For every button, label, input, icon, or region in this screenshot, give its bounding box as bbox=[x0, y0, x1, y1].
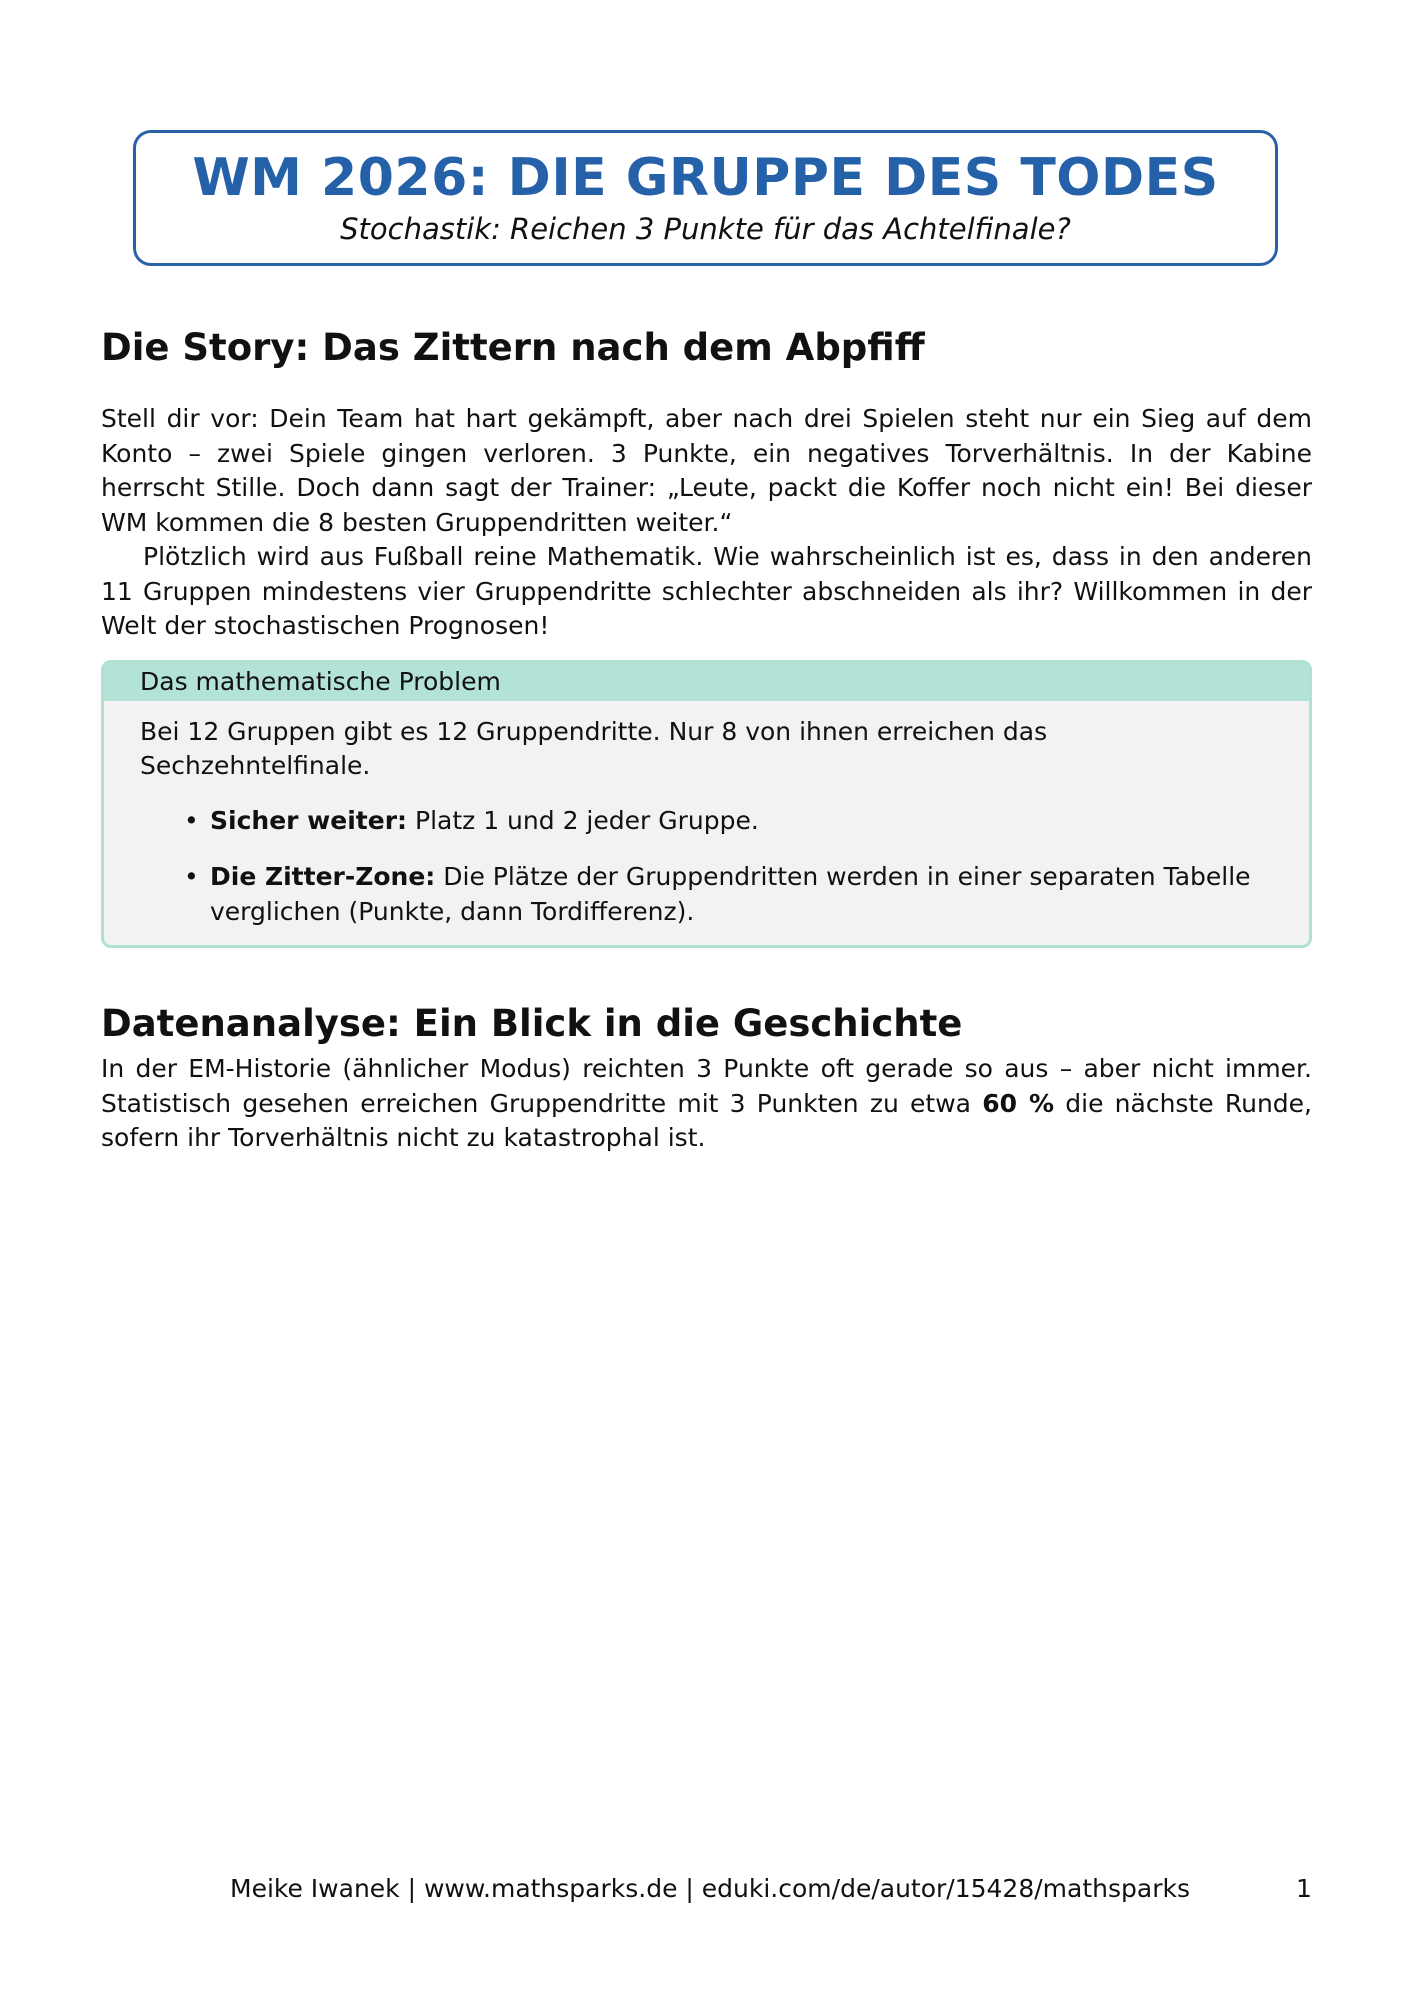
story-paragraph-2: Plötzlich wird aus Fußball reine Mathematik. Wie wahrscheinlich ist es, dass in den anderen 11 Gruppen mindestens vier Gruppendritte schlechter abschneiden als ihr? Willkommen in der Welt der stochastischen Prognosen! bbox=[101, 542, 1312, 640]
bullet-icon: • bbox=[184, 805, 199, 835]
page-subtitle: Stochastik: Reichen 3 Punkte für das Achtelfinale? bbox=[340, 212, 1071, 246]
analysis-highlight: 60 % bbox=[982, 1088, 1055, 1118]
problem-bullet-list bbox=[140, 804, 1273, 930]
bullet-text: Die Plätze der Gruppendritten werden in einer separaten Tabelle verglichen (Punkte, dann Tordifferenz). bbox=[210, 862, 1251, 926]
problem-intro: Bei 12 Gruppen gibt es 12 Gruppendritte. Nur 8 von ihnen erreichen das Sechzehntelfinale. bbox=[140, 716, 1048, 780]
problem-box bbox=[101, 660, 1312, 949]
analysis-text-before: In der EM-Historie (ähnlicher Modus) reichten 3 Punkte oft gerade so aus – aber nicht immer. Statistisch gesehen erreichen Gruppendritte mit 3 Punkten zu etwa bbox=[101, 1054, 1312, 1118]
list-item bbox=[184, 860, 1273, 929]
main-content bbox=[101, 320, 1312, 1156]
story-heading: Die Story: Das Zittern nach dem Abpfiff bbox=[101, 326, 925, 369]
title-box bbox=[133, 130, 1278, 266]
bullet-label: Die Zitter-Zone: bbox=[210, 862, 436, 891]
problem-box-header: Das mathematische Problem bbox=[104, 663, 1309, 701]
page-title: WM 2026: DIE GRUPPE DES TODES bbox=[192, 148, 1219, 208]
page-number: 1 bbox=[1296, 1874, 1312, 1903]
analysis-heading: Datenanalyse: Ein Blick in die Geschichte bbox=[101, 1002, 963, 1045]
bullet-text: Platz 1 und 2 jeder Gruppe. bbox=[407, 805, 759, 835]
story-text bbox=[101, 402, 1312, 644]
analysis-text-after: die nächste Runde, sofern ihr Torverhältnis nicht zu katastrophal ist. bbox=[101, 1088, 1312, 1152]
bullet-icon: • bbox=[184, 862, 199, 891]
problem-box-body bbox=[104, 701, 1309, 946]
story-paragraph-1: Stell dir vor: Dein Team hat hart gekämpft, aber nach drei Spielen steht nur ein Sieg auf dem Konto – zwei Spiele gingen verloren. 3 Punkte, ein negatives Torverhältnis. In der Kabine herrscht Stille. Doch dann sagt der Trainer: „Leute, packt die Koffer noch nicht ein! Bei dieser WM kommen die 8 besten Gruppendritten weiter.“ bbox=[101, 404, 1312, 537]
list-item bbox=[184, 804, 1273, 839]
analysis-paragraph bbox=[101, 1052, 1312, 1156]
footer-credits: Meike Iwanek | www.mathsparks.de | eduki.com/de/autor/15428/mathsparks bbox=[230, 1874, 1190, 1903]
bullet-label: Sicher weiter: bbox=[210, 805, 408, 835]
